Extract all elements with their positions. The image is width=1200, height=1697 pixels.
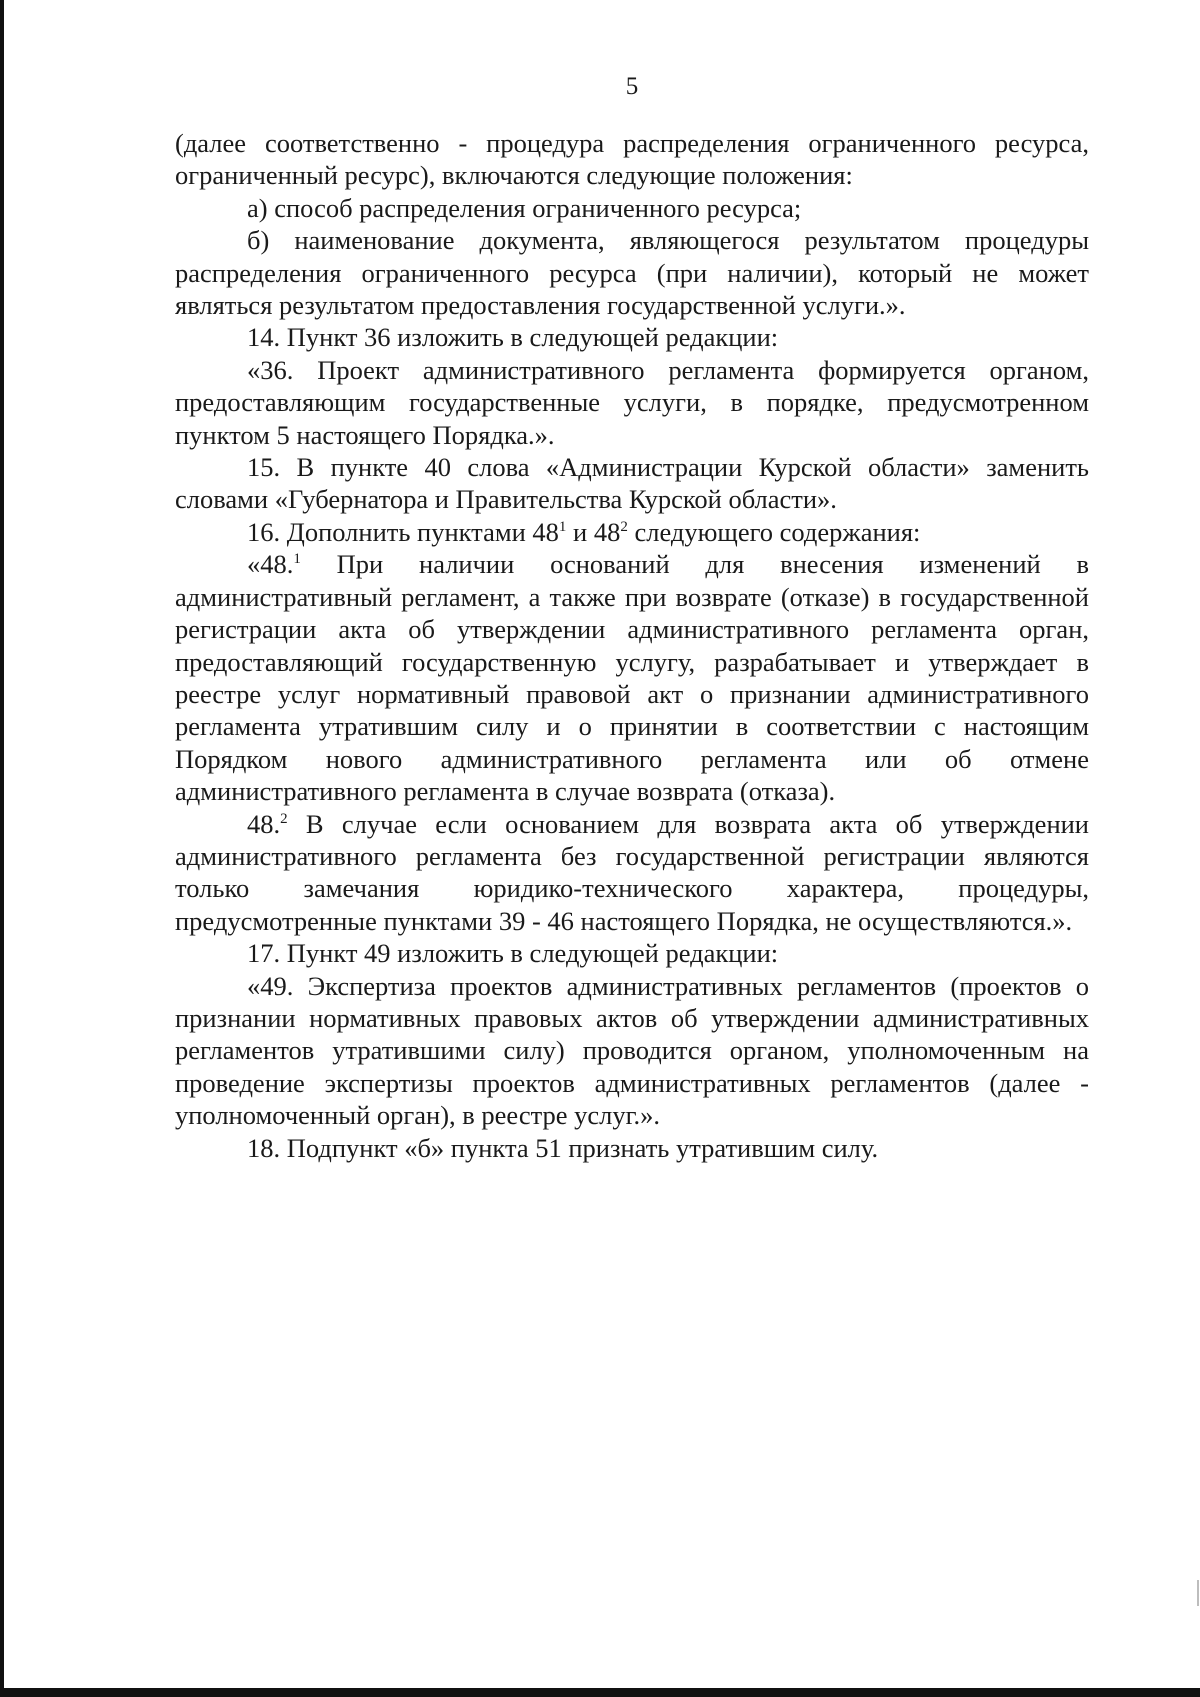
paragraph-text: 15. В пункте 40 слова «Администрации Курской области» заменить словами «Губернатора и Правительства Курской области». [175,452,1089,515]
paragraph-text: «36. Проект административного регламента формируется органом, предоставляющим государственные услуги, в порядке, предусмотренном пунктом 5 настоящего Порядка.». [175,354,1089,450]
paragraph-text: (далее соответственно - процедура распределения ограниченного ресурса, ограниченный ресурс), включаются следующие положения: [175,128,1089,191]
superscript-index: 2 [280,810,288,827]
paragraph-text: 16. Дополнить пунктами 48 [247,516,559,547]
scan-speck [1197,1580,1199,1606]
paragraph [175,192,1089,224]
paragraph-text: 18. Подпункт «б» пункта 51 признать утратившим силу. [247,1132,879,1163]
paragraph-text: а) способ распределения ограниченного ресурса; [247,192,802,223]
paragraph [175,516,1089,548]
page-number: 5 [625,73,639,100]
document-body [175,127,1089,1164]
superscript-index: 2 [620,519,628,536]
paragraph-text: б) наименование документа, являющегося результатом процедуры распределения ограниченного ресурса (при наличии), который не может являться результатом предоставления государственной услуги.». [175,225,1089,321]
paragraph [175,548,1089,807]
paragraph-text: и 48 [566,516,621,547]
paragraph [175,224,1089,321]
paragraph [175,321,1089,353]
superscript-index: 1 [293,551,301,568]
paragraph [175,808,1089,938]
paragraph [175,937,1089,969]
paragraph-text: При наличии оснований для внесения изменений в административный регламент, а также при возврате (отказе) в государственной регистрации акта об утверждении административного регламента орган, предоставляющий государственную услугу, разрабатывает и утверждает в реестре услуг нормативный правовой акт о признании административного регламента утратившим силу и о принятии в соответствии с настоящим Порядком нового административного регламента или об отмене административного регламента в случае возврата (отказа). [175,549,1089,807]
paragraph [175,1132,1089,1164]
paragraph [175,127,1089,192]
paragraph-text: следующего содержания: [627,516,921,547]
scan-edge-left [0,0,4,1697]
paragraph-text: В случае если основанием для возврата акта об утверждении административного регламента без государственной регистрации являются только замечания юридико-технического характера, процедуры, предусмотренные пунктами 39 - 46 настоящего Порядка, не осуществляются.». [175,808,1089,936]
paragraph-text: 48. [247,808,281,839]
scan-edge-bottom [0,1688,1200,1697]
superscript-index: 1 [558,519,567,536]
paragraph-text: «49. Экспертиза проектов административных регламентов (проектов о признании нормативных правовых актов об утверждении административных регламентов утратившими силу) проводится органом, уполномоченным на проведение экспертизы проектов административных регламентов (далее - уполномоченный орган), в реестре услуг.». [175,970,1089,1131]
paragraph-text: «48. [247,549,294,580]
paragraph [175,451,1089,516]
paragraph-text: 14. Пункт 36 изложить в следующей редакции: [247,322,779,353]
paragraph [175,970,1089,1132]
paragraph [175,354,1089,451]
paragraph-text: 17. Пункт 49 изложить в следующей редакции: [247,938,779,969]
